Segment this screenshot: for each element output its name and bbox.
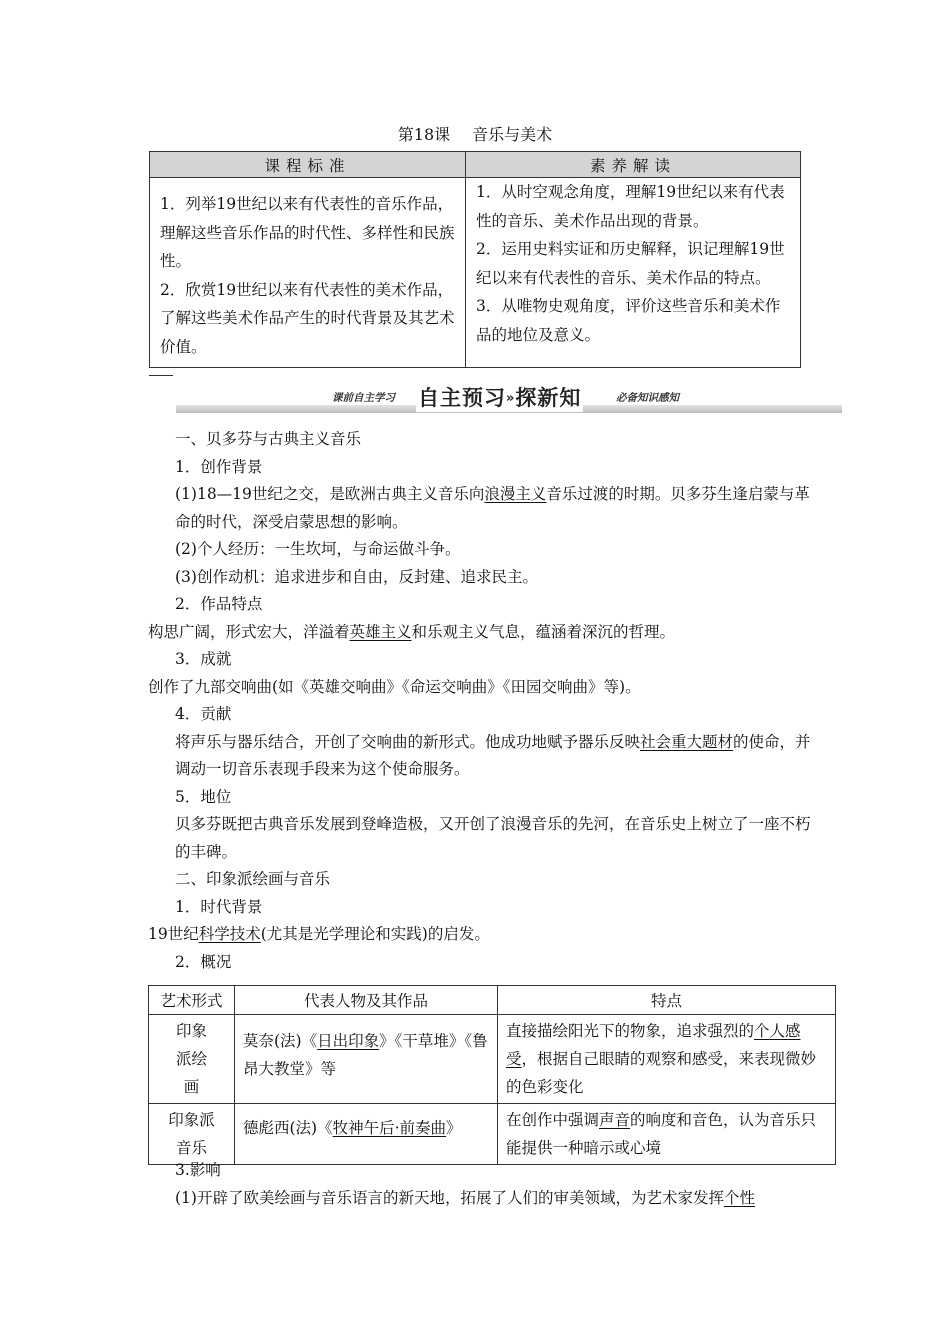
- header-traits: 特点: [498, 986, 836, 1015]
- traits-cell: 直接描绘阳光下的物象，追求强烈的个人感受，根据自己眼睛的观察和感受，来表现微妙的色彩变化: [498, 1015, 836, 1104]
- paragraph: (3)创作动机：追求进步和自由，反封建、追求民主。: [175, 567, 538, 586]
- sub-heading: 1．创作背景: [175, 457, 263, 476]
- lesson-name: 音乐与美术: [472, 125, 553, 144]
- key-term: 浪漫主义: [484, 485, 547, 503]
- banner-left-label: 课前自主学习: [332, 392, 395, 404]
- content-body-2: [148, 1157, 818, 1212]
- art-overview-table: [148, 985, 836, 1165]
- literacy-item: 3．从唯物史观角度，评价这些音乐和美术作品的地位及意义。: [476, 297, 781, 344]
- paragraph: 将声乐与器乐结合，开创了交响曲的新形式。他成功地赋予器乐反映社会重大题材的使命，并调动一切音乐表现手段来为这个使命服务。: [175, 732, 811, 778]
- table-footer-line: [149, 375, 173, 376]
- literacy-cell: [466, 178, 801, 368]
- key-term: 牧神午后·前奏曲: [332, 1119, 447, 1137]
- key-term: 日出印象: [317, 1032, 380, 1050]
- header-form: 艺术形式: [149, 986, 235, 1015]
- key-term: 英雄主义: [349, 622, 412, 641]
- standard-item: 2．欣赏19世纪以来有代表性的美术作品，了解这些美术作品产生的时代背景及其艺术价值。: [160, 280, 455, 356]
- double-arrow-icon: »: [506, 391, 516, 406]
- standards-cell: [150, 178, 466, 368]
- key-term: 社会重大题材: [640, 732, 734, 751]
- key-term: 科学技术: [198, 925, 261, 943]
- traits-cell: 在创作中强调声音的响度和音色，认为音乐只能提供一种暗示或心境: [498, 1104, 836, 1165]
- sub-heading: 2．作品特点: [175, 595, 263, 613]
- sub-heading: 2．概况: [175, 952, 232, 971]
- lesson-number: 第18课: [397, 125, 451, 144]
- banner-title-part1: 自主预习: [418, 386, 506, 410]
- key-term: 个性: [723, 1188, 755, 1207]
- works-cell: 德彪西(法)《牧神午后·前奏曲》: [235, 1104, 498, 1165]
- banner-title-part2: 探新知: [515, 386, 582, 410]
- section-banner: [176, 384, 842, 414]
- works-cell: 莫奈(法)《日出印象》《干草堆》《鲁昂大教堂》等: [235, 1015, 498, 1104]
- table-row: [149, 1015, 836, 1104]
- section-heading: 一、贝多芬与古典主义音乐: [175, 430, 362, 448]
- sub-heading: 3．成就: [175, 650, 232, 668]
- banner-right-label: 必备知识感知: [616, 392, 679, 404]
- sub-heading: 1．时代背景: [175, 897, 263, 916]
- header-standards: 课程标准: [150, 152, 466, 178]
- literacy-item: 2．运用史料实证和历史解释，识记理解19世纪以来有代表性的音乐、美术作品的特点。: [476, 240, 785, 287]
- art-form-cell: 印象派 音乐: [149, 1104, 235, 1165]
- standards-table: [149, 151, 801, 368]
- paragraph: (2)个人经历：一生坎坷，与命运做斗争。: [175, 540, 461, 558]
- paragraph: (1)18—19世纪之交，是欧洲古典主义音乐向浪漫主义音乐过渡的时期。贝多芬生逢启蒙与革命的时代，深受启蒙思想的影响。: [175, 485, 810, 531]
- page-title: [0, 122, 950, 145]
- paragraph: 贝多芬既把古典音乐发展到登峰造极，又开创了浪漫音乐的先河，在音乐史上树立了一座不朽的丰碑。: [175, 815, 811, 861]
- paragraph: (1)开辟了欧美绘画与音乐语言的新天地，拓展了人们的审美领域，为艺术家发挥个性: [175, 1188, 755, 1207]
- sub-heading: 5．地位: [175, 787, 232, 806]
- paragraph: 构思广阔，形式宏大，洋溢着英雄主义和乐观主义气息，蕴涵着深沉的哲理。: [148, 622, 676, 641]
- paragraph: 19世纪科学技术(尤其是光学理论和实践)的启发。: [148, 925, 490, 943]
- literacy-item: 1．从时空观念角度，理解19世纪以来有代表性的音乐、美术作品出现的背景。: [476, 183, 785, 230]
- sub-heading: 4．贡献: [175, 705, 232, 723]
- header-literacy: 素养解读: [466, 152, 801, 178]
- header-works: 代表人物及其作品: [235, 986, 498, 1015]
- paragraph: 创作了九部交响曲(如《英雄交响曲》《命运交响曲》《田园交响曲》等)。: [148, 677, 641, 696]
- section-heading: 二、印象派绘画与音乐: [175, 870, 331, 888]
- sub-heading: 3.影响: [175, 1161, 221, 1179]
- key-term: 个人感受: [506, 1022, 801, 1068]
- art-form-cell: 印象 派绘 画: [149, 1015, 235, 1104]
- banner-title: [416, 382, 583, 412]
- content-body: [148, 426, 818, 976]
- key-term: 声音: [599, 1111, 631, 1129]
- standard-item: 1．列举19世纪以来有代表性的音乐作品，理解这些音乐作品的时代性、多样性和民族性。: [160, 195, 455, 270]
- table-row: [149, 1104, 836, 1165]
